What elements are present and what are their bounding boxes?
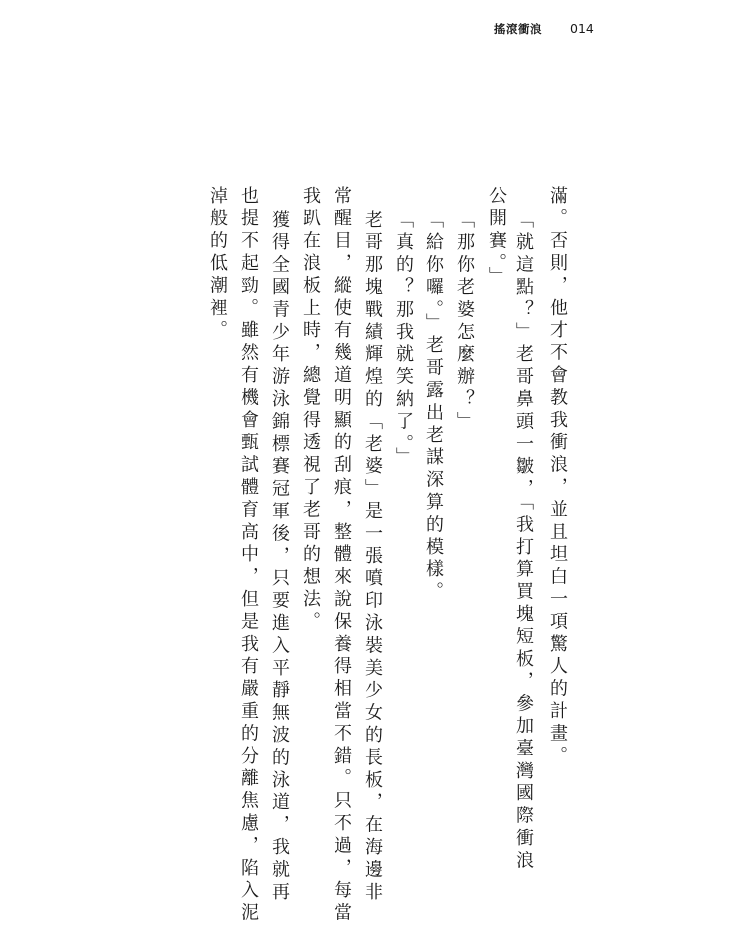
text-column: 滿。否則，他才不會教我衝浪，並且坦白一項驚人的計畫。 bbox=[547, 186, 568, 769]
text-column: 老哥那塊戰績輝煌的「老婆」是一張噴印泳裝美少女的長板，在海邊非 bbox=[362, 210, 383, 905]
text-column: 我趴在浪板上時，總覺得透視了老哥的想法。 bbox=[300, 186, 321, 634]
text-column: 「那你老婆怎麼辦？」 bbox=[454, 210, 475, 434]
running-title: 搖滾衝浪 bbox=[494, 22, 542, 36]
text-column: 公開賽。」 bbox=[486, 186, 507, 289]
text-column: 獲得全國青少年游泳錦標賽冠軍後，只要進入平靜無波的泳道，我就再 bbox=[269, 210, 290, 905]
page-number: 014 bbox=[570, 21, 594, 36]
body-text bbox=[0, 186, 750, 925]
text-column: 淖般的低潮裡。 bbox=[207, 186, 228, 343]
text-column: 「給你囉。」老哥露出老謀深算的模樣。 bbox=[423, 210, 444, 605]
running-header bbox=[0, 21, 750, 39]
text-column: 常醒目，縱使有幾道明顯的刮痕，整體來說保養得相當不錯。只不過，每當 bbox=[331, 186, 352, 925]
text-column: 「真的？那我就笑納了。」 bbox=[393, 210, 414, 470]
text-column: 「就這點？」老哥鼻頭一皺，「我打算買塊短板，參加臺灣國際衝浪 bbox=[513, 210, 534, 873]
text-column: 也提不起勁。雖然有機會甄試體育高中，但是我有嚴重的分離焦慮，陷入泥 bbox=[238, 186, 259, 925]
